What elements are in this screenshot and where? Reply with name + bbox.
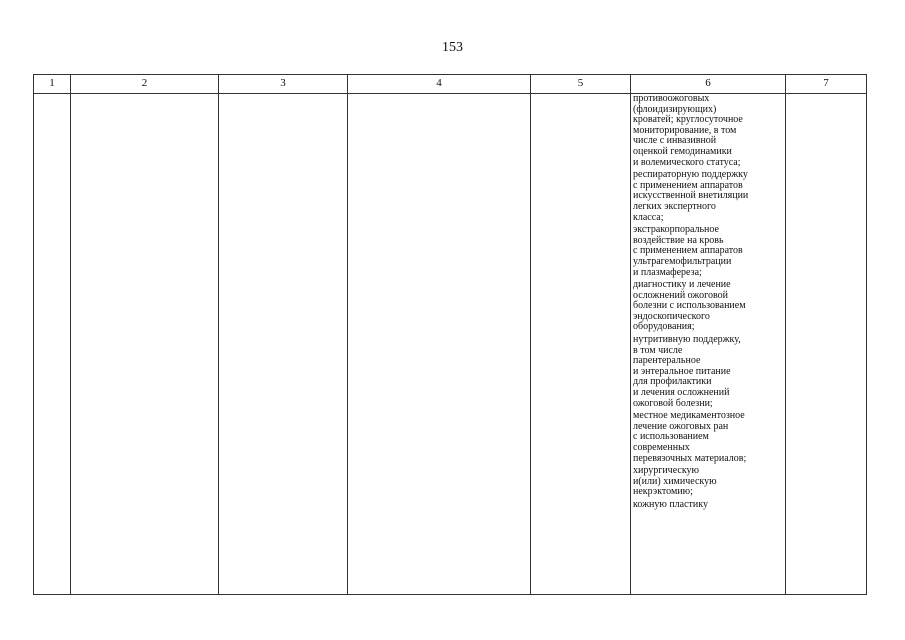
document-table — [33, 74, 867, 595]
column-header-6: 6 — [631, 75, 786, 94]
entry-respiratory-support: респираторную поддержку с применением аппаратов искусственной внетиляции легких экспертного класса; — [633, 169, 749, 223]
column-header-7: 7 — [786, 75, 867, 94]
entry-endoscopic-diagnostics: диагностику и лечение осложнений ожоговой болезни с использованием эндоскопического оборудования; — [633, 279, 746, 333]
entry-nutritional-support: нутритивную поддержку, в том числе парентеральное и энтеральное питание для профилактики и лечения осложнений ожоговой болезни; — [633, 334, 741, 409]
cell-col-1 — [34, 94, 71, 595]
entry-extracorporeal: экстракорпоральное воздействие на кровь с применением аппаратов ультрагемофильтрации и плазмафереза; — [633, 224, 743, 278]
cell-col-5 — [531, 94, 631, 595]
column-header-5: 5 — [531, 75, 631, 94]
column-header-3: 3 — [219, 75, 348, 94]
column-header-4: 4 — [348, 75, 531, 94]
cell-col-3 — [219, 94, 348, 595]
column-header-1: 1 — [34, 75, 71, 94]
column-header-2: 2 — [71, 75, 219, 94]
entry-necrectomy: хирургическую и(или) химическую некрэктомию; — [633, 465, 717, 498]
header-row — [34, 75, 867, 94]
entry-skin-grafting: кожную пластику — [633, 498, 708, 510]
table-row — [34, 94, 867, 595]
cell-col-4 — [348, 94, 531, 595]
cell-col-2 — [71, 94, 219, 595]
cell-col-6 — [631, 94, 786, 595]
entry-local-treatment: местное медикаментозное лечение ожоговых ран с использованием современных перевязочных материалов; — [633, 410, 747, 464]
page-number: 153 — [442, 40, 463, 55]
entry-equipment-monitoring: противоожоговых (флоидизирующих) кроватей; круглосуточное мониторирование, в том числе с инвазивной оценкой гемодинамики и волемического статуса; — [633, 93, 743, 168]
cell-col-7 — [786, 94, 867, 595]
